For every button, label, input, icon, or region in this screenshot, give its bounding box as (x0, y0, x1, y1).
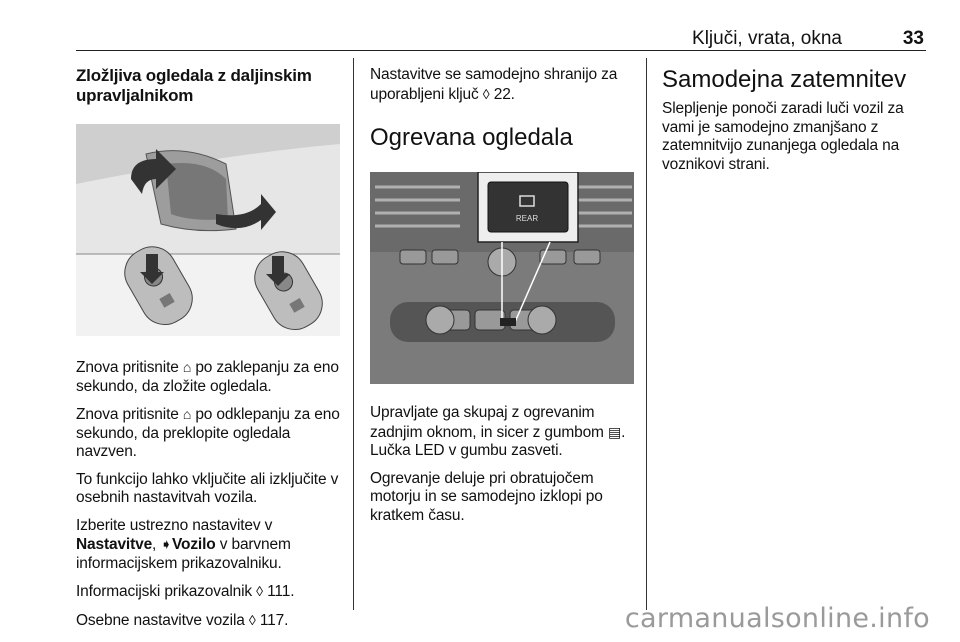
section-heading-folding-mirrors: Zložljiva ogledala z daljinskim upravljalnikom (76, 66, 312, 105)
column-2 (370, 66, 634, 534)
paragraph-auto-save: Nastavitve se samodejno shranijo za uporabljeni ključ ◊ 22. (370, 66, 618, 103)
arrow-icon: ➧ (160, 536, 172, 552)
rear-window-heat-icon: ▤ (607, 423, 622, 440)
paragraph-settings-info: To funkcijo lahko vključite ali izključite v osebnih nastavitvah vozila. (76, 470, 339, 506)
figure-heated-rear-button (370, 172, 634, 384)
unlock-icon: ⌂ (182, 406, 192, 422)
paragraph-lock: Znova pritisnite ⌂ po zaklepanju za eno sekundo, da zložite ogledala. (76, 359, 339, 395)
column-divider-2 (646, 58, 647, 610)
reference-icon: ◊ (248, 611, 256, 628)
watermark: carmanualsonline.info (624, 603, 930, 634)
column-3 (662, 66, 926, 183)
page-number: 33 (902, 28, 924, 49)
page-header (76, 28, 926, 51)
header-title: Ključi, vrata, okna (692, 28, 842, 49)
reference-icon: ◊ (256, 583, 263, 599)
figure-folding-mirror (76, 124, 340, 336)
paragraph-heating-operation: Ogrevanje deluje pri obratujočem motorju in se samodejno izklopi po kratkem času. (370, 469, 603, 524)
paragraph-unlock: Znova pritisnite ⌂ po odklepanju za eno sekundo, da preklopite ogledala navzven. (76, 406, 340, 460)
reference-icon: ◊ (482, 85, 490, 102)
section-heading-heated-mirrors: Ogrevana ogledala (370, 124, 573, 151)
column-divider-1 (353, 58, 354, 610)
paragraph-auto-dimming: Slepljenje ponoči zaradi luči vozil za vami je samodejno zmanjšano z zatemnitvijo zunanjega ogledala na voznikovi strani. (662, 100, 904, 173)
rear-button-label: REAR (515, 214, 539, 223)
paragraph-info-display-ref: Informacijski prikazovalnik ◊ 111. (76, 583, 295, 600)
column-1 (76, 66, 340, 639)
paragraph-personal-settings-ref: Osebne nastavitve vozila ◊ 117. (76, 611, 289, 629)
paragraph-select-setting: Izberite ustrezno nastavitev v Nastavitve, ➧Vozilo v barvnem informacijskem prikazovalniku. (76, 516, 291, 572)
paragraph-operate-button: Upravljate ga skupaj z ogrevanim zadnjim oknom, in sicer z gumbom ▤. Lučka LED v gumbu zasveti. (370, 404, 626, 459)
lock-icon: ⌂ (182, 359, 192, 375)
section-heading-auto-dimming: Samodejna zatemnitev (662, 66, 907, 93)
